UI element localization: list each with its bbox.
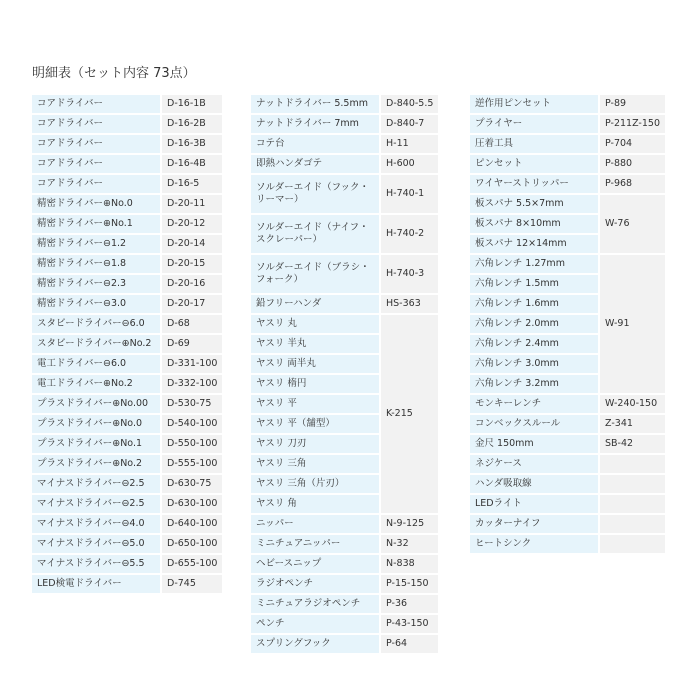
item-name: スタビードライバー⊖6.0 [32, 315, 160, 333]
item-name: 六角レンチ 1.27mm [470, 255, 598, 273]
item-code: P-704 [598, 135, 665, 153]
item-name: ヤスリ 平（舗型） [251, 415, 379, 433]
table-row [32, 115, 222, 133]
item-code: H-600 [379, 155, 438, 173]
item-code: D-20-17 [160, 295, 222, 313]
item-name: コアドライバー [32, 155, 160, 173]
table-row [470, 415, 665, 433]
table-row [251, 135, 438, 153]
item-code: D-555-100 [160, 455, 222, 473]
table-row [470, 255, 665, 273]
item-name: ヤスリ 楕円 [251, 375, 379, 393]
item-name: ヤスリ 両半丸 [251, 355, 379, 373]
item-name: ネジケース [470, 455, 598, 473]
item-code: H-740-1 [379, 175, 438, 213]
item-name: ナットドライバー 5.5mm [251, 95, 379, 113]
item-name: 精密ドライバー⊕No.1 [32, 215, 160, 233]
item-name: プラスドライバー⊕No.1 [32, 435, 160, 453]
table-row [470, 395, 665, 413]
table-row [470, 515, 665, 533]
item-name: 精密ドライバー⊖1.8 [32, 255, 160, 273]
table-row [251, 535, 438, 553]
item-name: モンキーレンチ [470, 395, 598, 413]
item-code: D-630-75 [160, 475, 222, 493]
item-code: N-32 [379, 535, 438, 553]
item-name: プライヤー [470, 115, 598, 133]
table-row [32, 255, 222, 273]
item-code: D-640-100 [160, 515, 222, 533]
item-code [598, 535, 665, 553]
item-code: D-840-5.5 [379, 95, 438, 113]
table-row [32, 195, 222, 213]
item-code: D-20-11 [160, 195, 222, 213]
item-code: P-43-150 [379, 615, 438, 633]
item-code: D-655-100 [160, 555, 222, 573]
item-code: D-20-16 [160, 275, 222, 293]
table-row [470, 475, 665, 493]
item-name: 精密ドライバー⊖3.0 [32, 295, 160, 313]
item-name: カッターナイフ [470, 515, 598, 533]
item-name: ピンセット [470, 155, 598, 173]
table-row [32, 475, 222, 493]
item-name: 六角レンチ 1.6mm [470, 295, 598, 313]
item-code: W-240-150 [598, 395, 665, 413]
table-row [470, 115, 665, 133]
item-name: 六角レンチ 2.4mm [470, 335, 598, 353]
item-name: コンベックスルール [470, 415, 598, 433]
item-name: ミニチュアラジオペンチ [251, 595, 379, 613]
item-code: P-880 [598, 155, 665, 173]
table-row [32, 415, 222, 433]
item-name: マイナスドライバー⊖4.0 [32, 515, 160, 533]
item-name: マイナスドライバー⊖5.0 [32, 535, 160, 553]
table-row [470, 175, 665, 193]
item-code: N-838 [379, 555, 438, 573]
item-name: マイナスドライバー⊖2.5 [32, 475, 160, 493]
item-name: 六角レンチ 3.0mm [470, 355, 598, 373]
table-row [251, 95, 438, 113]
item-code: P-15-150 [379, 575, 438, 593]
item-code: D-16-4B [160, 155, 222, 173]
item-name: ヤスリ 刀刃 [251, 435, 379, 453]
item-code: D-16-1B [160, 95, 222, 113]
item-code: N-9-125 [379, 515, 438, 533]
item-code: P-36 [379, 595, 438, 613]
table-row [32, 155, 222, 173]
item-name: LEDライト [470, 495, 598, 513]
table-row [251, 555, 438, 573]
item-code: K-215 [379, 315, 438, 513]
item-name: 精密ドライバー⊕No.0 [32, 195, 160, 213]
item-code: Z-341 [598, 415, 665, 433]
table-row [32, 175, 222, 193]
item-code: P-968 [598, 175, 665, 193]
table-row [32, 535, 222, 553]
table-row [32, 335, 222, 353]
item-name: 六角レンチ 3.2mm [470, 375, 598, 393]
parts-table-3 [470, 93, 665, 555]
item-code: D-69 [160, 335, 222, 353]
table-row [470, 95, 665, 113]
item-name: ヤスリ 三角（片刃） [251, 475, 379, 493]
item-code: D-16-2B [160, 115, 222, 133]
item-code: D-530-75 [160, 395, 222, 413]
item-code [598, 515, 665, 533]
item-name: ミニチュアニッパー [251, 535, 379, 553]
item-name: ハンダ吸取線 [470, 475, 598, 493]
item-code: D-16-3B [160, 135, 222, 153]
item-name: ヒートシンク [470, 535, 598, 553]
table-row [32, 315, 222, 333]
parts-table-1 [32, 93, 222, 595]
table-row [32, 575, 222, 593]
table-row [470, 435, 665, 453]
item-name: ニッパー [251, 515, 379, 533]
item-code: H-11 [379, 135, 438, 153]
table-row [251, 255, 438, 293]
table-row [32, 235, 222, 253]
item-name: 六角レンチ 2.0mm [470, 315, 598, 333]
item-code [598, 455, 665, 473]
item-name: 電工ドライバー⊕No.2 [32, 375, 160, 393]
item-name: 板スパナ 8×10mm [470, 215, 598, 233]
table-row [32, 275, 222, 293]
item-code: SB-42 [598, 435, 665, 453]
table-row [470, 455, 665, 473]
item-code: HS-363 [379, 295, 438, 313]
table-row [251, 315, 438, 333]
item-code: W-76 [598, 195, 665, 253]
item-name: ペンチ [251, 615, 379, 633]
table-row [32, 515, 222, 533]
item-name: 精密ドライバー⊖2.3 [32, 275, 160, 293]
item-name: 電工ドライバー⊖6.0 [32, 355, 160, 373]
table-row [470, 535, 665, 553]
item-name: ヤスリ 平 [251, 395, 379, 413]
item-code: D-16-5 [160, 175, 222, 193]
item-code: D-20-12 [160, 215, 222, 233]
item-code: P-211Z-150 [598, 115, 665, 133]
item-name: ヤスリ 角 [251, 495, 379, 513]
item-name: コテ台 [251, 135, 379, 153]
item-name: ソルダーエイド（ブラシ・フォーク） [251, 255, 379, 293]
item-code [598, 495, 665, 513]
item-code: D-745 [160, 575, 222, 593]
table-row [251, 115, 438, 133]
table-row [470, 195, 665, 213]
item-code: D-68 [160, 315, 222, 333]
item-name: 鉛フリーハンダ [251, 295, 379, 313]
table-row [251, 595, 438, 613]
table-row [251, 175, 438, 213]
table-row [251, 575, 438, 593]
table-row [251, 615, 438, 633]
item-code: H-740-2 [379, 215, 438, 253]
table-row [470, 495, 665, 513]
table-row [251, 295, 438, 313]
table-row [470, 155, 665, 173]
item-name: 逆作用ピンセット [470, 95, 598, 113]
item-code: D-20-14 [160, 235, 222, 253]
item-name: プラスドライバー⊕No.0 [32, 415, 160, 433]
table-row [32, 495, 222, 513]
table-row [32, 395, 222, 413]
item-name: ソルダーエイド（ナイフ・スクレーパー） [251, 215, 379, 253]
item-name: ナットドライバー 7mm [251, 115, 379, 133]
table-row [470, 135, 665, 153]
table-row [251, 215, 438, 253]
item-code [598, 475, 665, 493]
item-code: D-630-100 [160, 495, 222, 513]
item-name: 圧着工具 [470, 135, 598, 153]
item-name: コアドライバー [32, 115, 160, 133]
item-code: D-550-100 [160, 435, 222, 453]
item-name: ヤスリ 丸 [251, 315, 379, 333]
item-code: D-331-100 [160, 355, 222, 373]
item-name: ヤスリ 三角 [251, 455, 379, 473]
item-name: スプリングフック [251, 635, 379, 653]
table-row [251, 515, 438, 533]
item-name: マイナスドライバー⊖5.5 [32, 555, 160, 573]
item-name: スタビードライバー⊕No.2 [32, 335, 160, 353]
item-code: W-91 [598, 255, 665, 393]
item-name: マイナスドライバー⊖2.5 [32, 495, 160, 513]
item-code: D-540-100 [160, 415, 222, 433]
table-row [32, 555, 222, 573]
item-code: P-89 [598, 95, 665, 113]
item-name: コアドライバー [32, 95, 160, 113]
item-name: ワイヤーストリッパー [470, 175, 598, 193]
item-code: D-840-7 [379, 115, 438, 133]
item-code: P-64 [379, 635, 438, 653]
item-name: ソルダーエイド（フック・リーマー） [251, 175, 379, 213]
item-code: H-740-3 [379, 255, 438, 293]
table-row [32, 215, 222, 233]
item-name: LED検電ドライバー [32, 575, 160, 593]
table-row [32, 295, 222, 313]
table-row [32, 355, 222, 373]
item-name: 即熱ハンダゴテ [251, 155, 379, 173]
item-name: 金尺 150mm [470, 435, 598, 453]
item-code: D-332-100 [160, 375, 222, 393]
item-name: ヤスリ 半丸 [251, 335, 379, 353]
item-code: D-20-15 [160, 255, 222, 273]
item-name: プラスドライバー⊕No.00 [32, 395, 160, 413]
table-row [32, 375, 222, 393]
page-title: 明細表（セット内容 73点） [32, 66, 196, 81]
item-name: 板スパナ 5.5×7mm [470, 195, 598, 213]
table-row [32, 95, 222, 113]
table-row [32, 455, 222, 473]
item-name: 板スパナ 12×14mm [470, 235, 598, 253]
item-name: ラジオペンチ [251, 575, 379, 593]
table-row [251, 155, 438, 173]
item-name: 精密ドライバー⊖1.2 [32, 235, 160, 253]
item-name: コアドライバー [32, 135, 160, 153]
table-row [32, 135, 222, 153]
item-name: プラスドライバー⊕No.2 [32, 455, 160, 473]
table-row [251, 635, 438, 653]
item-code: D-650-100 [160, 535, 222, 553]
table-row [32, 435, 222, 453]
parts-table-2 [251, 93, 438, 655]
item-name: ヘビースニップ [251, 555, 379, 573]
item-name: 六角レンチ 1.5mm [470, 275, 598, 293]
item-name: コアドライバー [32, 175, 160, 193]
